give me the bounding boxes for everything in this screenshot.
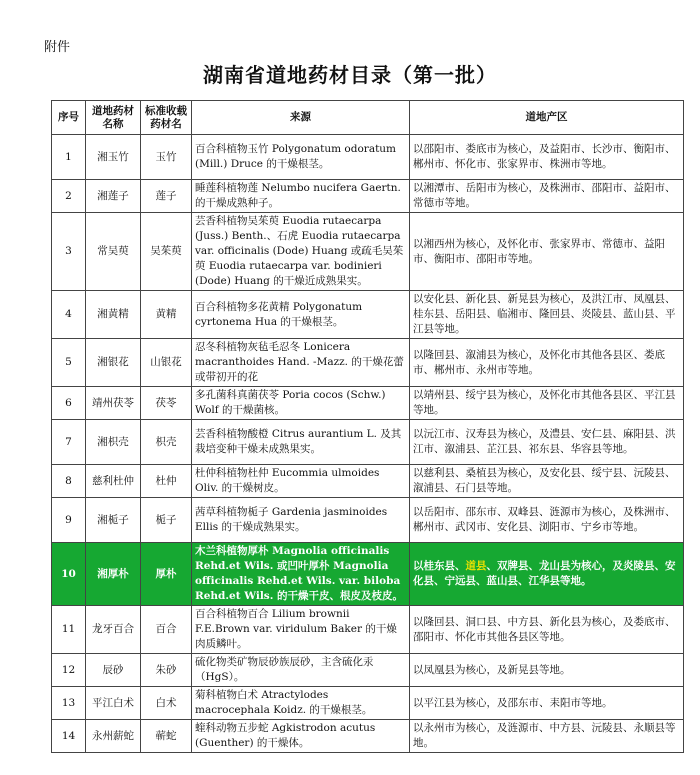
area-text-after: 、双牌县、龙山县为核心，及炎陵县、安化县、宁远县、蓝山县、江华县等地。	[413, 560, 676, 587]
row-name: 永州薪蛇	[86, 720, 141, 753]
table-row	[52, 339, 684, 387]
row-source: 菊科植物白术 Atractylodes macrocephala Koidz. 的干燥根茎。	[192, 687, 410, 720]
row-number: 13	[52, 687, 86, 720]
header-no: 序号	[52, 101, 86, 135]
row-herb: 厚朴	[141, 543, 192, 606]
row-source: 硫化物类矿物辰砂族辰砂，主含硫化汞（HgS）。	[192, 654, 410, 687]
row-number: 8	[52, 465, 86, 498]
row-area: 以隆回县、洞口县、中方县、新化县为核心，及娄底市、邵阳市、怀化市其他各县区等地。	[410, 606, 684, 654]
header-area: 道地产区	[410, 101, 684, 135]
row-area: 以沅江市、汉寿县为核心，及澧县、安仁县、麻阳县、洪江市、溆浦县、芷江县、祁东县、华容县等地。	[410, 420, 684, 465]
table-row	[52, 213, 684, 291]
row-number: 7	[52, 420, 86, 465]
row-source: 多孔菌科真菌茯苓 Poria cocos (Schw.) Wolf 的干燥菌核。	[192, 387, 410, 420]
row-number: 11	[52, 606, 86, 654]
table-row	[52, 387, 684, 420]
row-source: 蝰科动物五步蛇 Agkistrodon acutus (Guenther) 的干燥体。	[192, 720, 410, 753]
row-herb: 杜仲	[141, 465, 192, 498]
row-number: 6	[52, 387, 86, 420]
row-number: 10	[52, 543, 86, 606]
row-area: 以靖州县、绥宁县为核心，及怀化市其他各县区、平江县等地。	[410, 387, 684, 420]
row-name: 龙牙百合	[86, 606, 141, 654]
document-title: 湖南省道地药材目录（第一批）	[203, 63, 497, 87]
row-herb: 白术	[141, 687, 192, 720]
row-number: 1	[52, 135, 86, 180]
row-area	[410, 543, 684, 606]
row-source: 茜草科植物栀子 Gardenia jasminoides Ellis 的干燥成熟果实。	[192, 498, 410, 543]
row-area: 以湘潭市、岳阳市为核心，及株洲市、邵阳市、益阳市、常德市等地。	[410, 180, 684, 213]
row-source: 杜仲科植物杜仲 Eucommia ulmoides Oliv. 的干燥树皮。	[192, 465, 410, 498]
row-area: 以隆回县、溆浦县为核心，及怀化市其他各县区、娄底市、郴州市、永州市等地。	[410, 339, 684, 387]
area-text-before: 以桂东县、	[413, 560, 466, 572]
row-herb: 玉竹	[141, 135, 192, 180]
row-number: 3	[52, 213, 86, 291]
row-area: 以湘西州为核心，及怀化市、张家界市、常德市、益阳市、衡阳市、邵阳市等地。	[410, 213, 684, 291]
row-herb: 百合	[141, 606, 192, 654]
row-area: 以岳阳市、邵东市、双峰县、涟源市为核心，及株洲市、郴州市、武冈市、安化县、浏阳市、宁乡市等地。	[410, 498, 684, 543]
row-source: 睡莲科植物莲 Nelumbo nucifera Gaertn. 的干燥成熟种子。	[192, 180, 410, 213]
attachment-label: 附件	[44, 40, 71, 55]
table-row	[52, 180, 684, 213]
row-name: 湘枳壳	[86, 420, 141, 465]
row-herb: 茯苓	[141, 387, 192, 420]
row-source: 木兰科植物厚朴 Magnolia officinalis Rehd.et Wils. 或凹叶厚朴 Magnolia officinalis Rehd.et Wils. var. biloba Rehd.et Wils. 的干燥干皮、根皮及枝皮。	[192, 543, 410, 606]
row-area: 以凤凰县为核心，及新晃县等地。	[410, 654, 684, 687]
table-header-row	[52, 101, 684, 135]
row-name: 常吴萸	[86, 213, 141, 291]
row-area: 以平江县为核心，及邵东市、耒阳市等地。	[410, 687, 684, 720]
area-marked-county: 道县	[465, 560, 487, 572]
row-source: 百合科植物多花黄精 Polygonatum cyrtonema Hua 的干燥根茎。	[192, 291, 410, 339]
row-name: 辰砂	[86, 654, 141, 687]
row-number: 2	[52, 180, 86, 213]
row-area: 以安化县、新化县、新晃县为核心，及洪江市、凤凰县、桂东县、岳阳县、临湘市、隆回县、炎陵县、蓝山县、平江县等地。	[410, 291, 684, 339]
row-source: 百合科植物玉竹 Polygonatum odoratum (Mill.) Druce 的干燥根茎。	[192, 135, 410, 180]
row-number: 12	[52, 654, 86, 687]
row-name: 湘厚朴	[86, 543, 141, 606]
row-number: 4	[52, 291, 86, 339]
row-name: 靖州茯苓	[86, 387, 141, 420]
row-herb: 栀子	[141, 498, 192, 543]
row-name: 湘银花	[86, 339, 141, 387]
herb-catalog-table	[51, 100, 684, 753]
row-herb: 山银花	[141, 339, 192, 387]
row-source: 芸香科植物吴茱萸 Euodia rutaecarpa (Juss.) Benth.、石虎 Euodia rutaecarpa var. officinalis (Dode) Huang 或疏毛吴茱萸 Euodia rutaecarpa var. bodinieri (Dode) Huang 的干燥近成熟果实。	[192, 213, 410, 291]
row-herb: 吴茱萸	[141, 213, 192, 291]
row-number: 14	[52, 720, 86, 753]
row-source: 忍冬科植物灰毡毛忍冬 Lonicera macranthoides Hand. -Mazz. 的干燥花蕾或带初开的花	[192, 339, 410, 387]
row-herb: 蕲蛇	[141, 720, 192, 753]
row-source: 芸香科植物酸橙 Citrus aurantium L. 及其栽培变种干燥未成熟果实。	[192, 420, 410, 465]
row-area: 以慈利县、桑植县为核心，及安化县、绥宁县、沅陵县、溆浦县、石门县等地。	[410, 465, 684, 498]
row-herb: 朱砂	[141, 654, 192, 687]
row-herb: 黄精	[141, 291, 192, 339]
row-name: 湘栀子	[86, 498, 141, 543]
header-source: 来源	[192, 101, 410, 135]
row-herb: 枳壳	[141, 420, 192, 465]
table-row	[52, 465, 684, 498]
row-area: 以邵阳市、娄底市为核心，及益阳市、长沙市、衡阳市、郴州市、怀化市、张家界市、株洲市等地。	[410, 135, 684, 180]
row-area: 以永州市为核心，及涟源市、中方县、沅陵县、永顺县等地。	[410, 720, 684, 753]
table-row	[52, 291, 684, 339]
row-herb: 莲子	[141, 180, 192, 213]
header-name: 道地药材名称	[86, 101, 141, 135]
row-name: 慈利杜仲	[86, 465, 141, 498]
table-row	[52, 654, 684, 687]
table-row	[52, 720, 684, 753]
row-source: 百合科植物百合 Lilium brownii F.E.Brown var. viridulum Baker 的干燥肉质鳞叶。	[192, 606, 410, 654]
row-name: 平江白术	[86, 687, 141, 720]
row-number: 5	[52, 339, 86, 387]
table-row	[52, 420, 684, 465]
table-row	[52, 498, 684, 543]
row-name: 湘黄精	[86, 291, 141, 339]
row-number: 9	[52, 498, 86, 543]
row-name: 湘玉竹	[86, 135, 141, 180]
header-herb: 标准收载药材名	[141, 101, 192, 135]
table-row-highlighted	[52, 543, 684, 606]
table-row	[52, 135, 684, 180]
table-row	[52, 606, 684, 654]
row-name: 湘莲子	[86, 180, 141, 213]
table-row	[52, 687, 684, 720]
